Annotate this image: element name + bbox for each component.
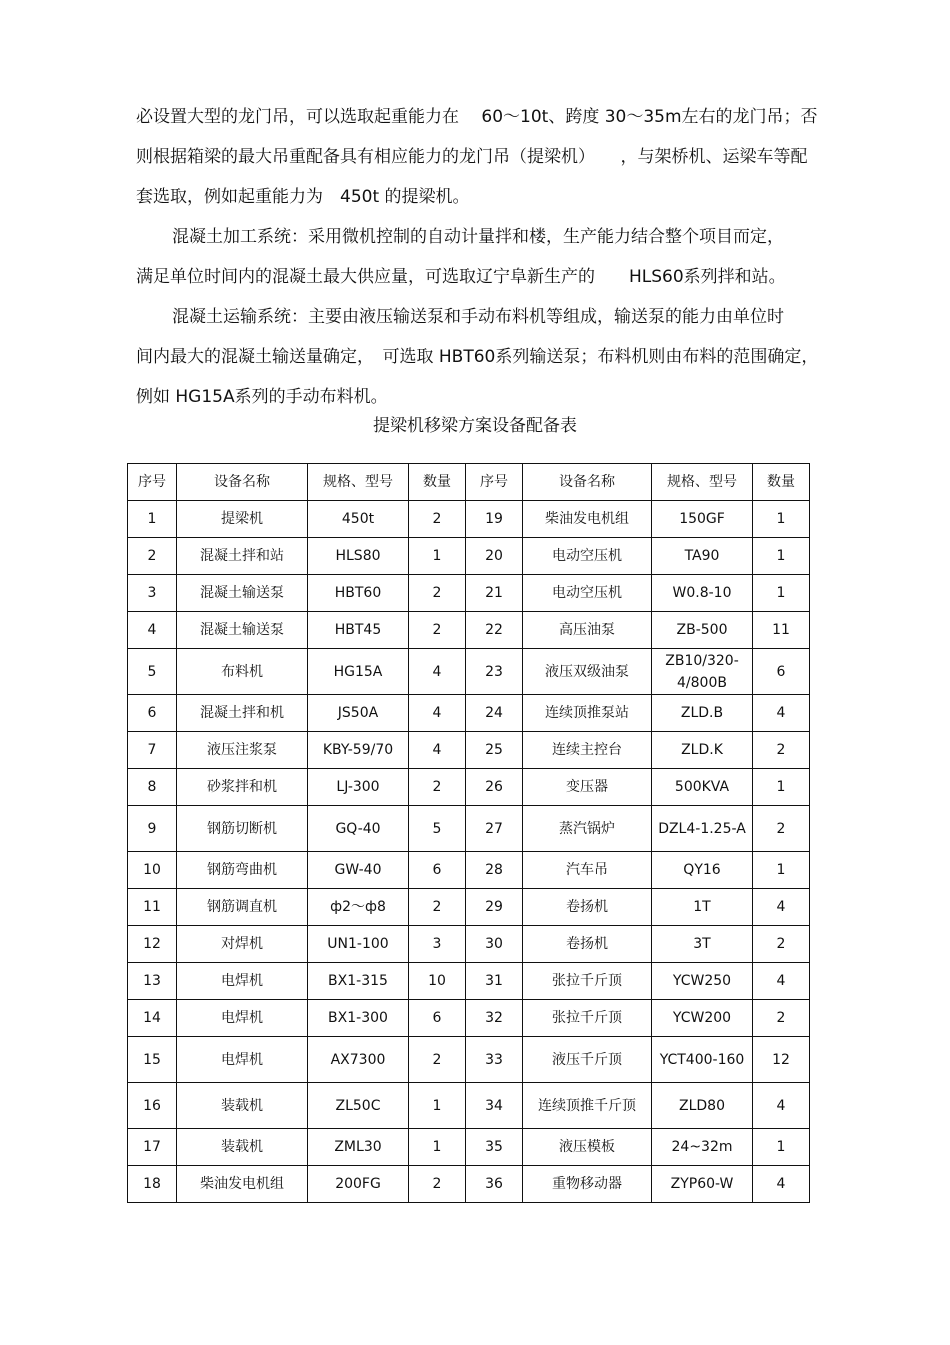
cell-spec-model: HBT45 bbox=[308, 612, 409, 649]
header-quantity: 数量 bbox=[409, 464, 466, 501]
cell-quantity: 2 bbox=[753, 806, 810, 852]
cell-spec-model: GQ-40 bbox=[308, 806, 409, 852]
cell-spec-model: 450t bbox=[308, 501, 409, 538]
cell-equipment-name: 张拉千斤顶 bbox=[523, 963, 652, 1000]
table-row bbox=[128, 575, 810, 612]
cell-quantity: 2 bbox=[409, 1037, 466, 1083]
table-row bbox=[128, 852, 810, 889]
cell-quantity: 1 bbox=[753, 501, 810, 538]
cell-index: 23 bbox=[466, 649, 523, 695]
cell-spec-model: UN1-100 bbox=[308, 926, 409, 963]
header-index: 序号 bbox=[466, 464, 523, 501]
cell-index: 27 bbox=[466, 806, 523, 852]
header-index: 序号 bbox=[128, 464, 177, 501]
cell-spec-model: 150GF bbox=[652, 501, 753, 538]
cell-index: 28 bbox=[466, 852, 523, 889]
text-line bbox=[136, 217, 856, 257]
cell-equipment-name: 液压双级油泵 bbox=[523, 649, 652, 695]
cell-spec-model: LJ-300 bbox=[308, 769, 409, 806]
cell-spec-model: YCW250 bbox=[652, 963, 753, 1000]
cell-spec-model: AX7300 bbox=[308, 1037, 409, 1083]
cell-index: 15 bbox=[128, 1037, 177, 1083]
cell-index: 18 bbox=[128, 1166, 177, 1203]
cell-quantity: 1 bbox=[753, 852, 810, 889]
cell-spec-model: YCW200 bbox=[652, 1000, 753, 1037]
cell-equipment-name: 汽车吊 bbox=[523, 852, 652, 889]
cell-spec-model: DZL4-1.25-A bbox=[652, 806, 753, 852]
cell-quantity: 2 bbox=[753, 732, 810, 769]
table-body bbox=[128, 501, 810, 1203]
cell-index: 11 bbox=[128, 889, 177, 926]
cell-spec-model: W0.8-10 bbox=[652, 575, 753, 612]
cell-quantity: 5 bbox=[409, 806, 466, 852]
cell-index: 3 bbox=[128, 575, 177, 612]
cell-equipment-name: 连续主控台 bbox=[523, 732, 652, 769]
cell-index: 34 bbox=[466, 1083, 523, 1129]
cell-spec-model: 500KVA bbox=[652, 769, 753, 806]
cell-equipment-name: 钢筋切断机 bbox=[177, 806, 308, 852]
table-row bbox=[128, 1129, 810, 1166]
table-row bbox=[128, 926, 810, 963]
cell-equipment-name: 柴油发电机组 bbox=[177, 1166, 308, 1203]
table-row bbox=[128, 769, 810, 806]
cell-equipment-name: 液压注浆泵 bbox=[177, 732, 308, 769]
cell-index: 14 bbox=[128, 1000, 177, 1037]
cell-equipment-name: 装载机 bbox=[177, 1129, 308, 1166]
cell-equipment-name: 砂浆拌和机 bbox=[177, 769, 308, 806]
cell-quantity: 6 bbox=[409, 852, 466, 889]
cell-equipment-name: 液压模板 bbox=[523, 1129, 652, 1166]
cell-index: 13 bbox=[128, 963, 177, 1000]
cell-index: 7 bbox=[128, 732, 177, 769]
cell-quantity: 4 bbox=[753, 1166, 810, 1203]
cell-spec-model: BX1-315 bbox=[308, 963, 409, 1000]
text-line-content: 混凝土运输系统：主要由液压输送泵和手动布料机等组成，输送泵的能力由单位时 bbox=[172, 307, 784, 327]
cell-spec-model: 1T bbox=[652, 889, 753, 926]
cell-spec-model: YCT400-160 bbox=[652, 1037, 753, 1083]
header-equipment-name: 设备名称 bbox=[177, 464, 308, 501]
cell-quantity: 2 bbox=[409, 501, 466, 538]
header-spec-model: 规格、型号 bbox=[652, 464, 753, 501]
text-line: 套选取，例如起重能力为 450t 的提梁机。 bbox=[136, 187, 470, 207]
cell-quantity: 4 bbox=[409, 732, 466, 769]
cell-quantity: 1 bbox=[409, 1083, 466, 1129]
cell-equipment-name: 连续顶推千斤顶 bbox=[523, 1083, 652, 1129]
cell-index: 6 bbox=[128, 695, 177, 732]
table-header-row bbox=[128, 464, 810, 501]
text-line-content: 混凝土加工系统：采用微机控制的自动计量拌和楼，生产能力结合整个项目而定， bbox=[172, 227, 784, 247]
cell-equipment-name: 变压器 bbox=[523, 769, 652, 806]
table-row bbox=[128, 732, 810, 769]
cell-equipment-name: 钢筋调直机 bbox=[177, 889, 308, 926]
cell-index: 17 bbox=[128, 1129, 177, 1166]
cell-quantity: 1 bbox=[753, 575, 810, 612]
cell-index: 10 bbox=[128, 852, 177, 889]
cell-spec-model: ф2～ф8 bbox=[308, 889, 409, 926]
cell-equipment-name: 重物移动器 bbox=[523, 1166, 652, 1203]
cell-quantity: 4 bbox=[753, 889, 810, 926]
cell-quantity: 1 bbox=[409, 1129, 466, 1166]
cell-quantity: 1 bbox=[753, 538, 810, 575]
cell-quantity: 4 bbox=[753, 963, 810, 1000]
cell-spec-model: KBY-59/70 bbox=[308, 732, 409, 769]
table-row bbox=[128, 649, 810, 695]
cell-quantity: 4 bbox=[409, 695, 466, 732]
cell-quantity: 12 bbox=[753, 1037, 810, 1083]
text-line: 满足单位时间内的混凝土最大供应量，可选取辽宁阜新生产的 HLS60系列拌和站。 bbox=[136, 267, 786, 287]
cell-index: 22 bbox=[466, 612, 523, 649]
cell-index: 5 bbox=[128, 649, 177, 695]
cell-spec-model: TA90 bbox=[652, 538, 753, 575]
table-row bbox=[128, 612, 810, 649]
text-line: 必设置大型的龙门吊，可以选取起重能力在 60～10t、跨度 30～35m左右的龙门吊；否 bbox=[136, 107, 818, 127]
cell-equipment-name: 蒸汽锅炉 bbox=[523, 806, 652, 852]
cell-equipment-name: 卷扬机 bbox=[523, 889, 652, 926]
cell-quantity: 2 bbox=[753, 926, 810, 963]
header-quantity: 数量 bbox=[753, 464, 810, 501]
cell-spec-model: GW-40 bbox=[308, 852, 409, 889]
cell-spec-model: ZL50C bbox=[308, 1083, 409, 1129]
cell-equipment-name: 电焊机 bbox=[177, 963, 308, 1000]
table-row bbox=[128, 1166, 810, 1203]
table-row bbox=[128, 538, 810, 575]
cell-quantity: 6 bbox=[753, 649, 810, 695]
header-spec-model: 规格、型号 bbox=[308, 464, 409, 501]
cell-quantity: 1 bbox=[753, 769, 810, 806]
cell-quantity: 2 bbox=[409, 575, 466, 612]
paragraph-gantry-crane bbox=[136, 97, 856, 217]
table-row bbox=[128, 963, 810, 1000]
cell-equipment-name: 布料机 bbox=[177, 649, 308, 695]
text-line: 则根据箱梁的最大吊重配备具有相应能力的龙门吊（提梁机） ，与架桥机、运梁车等配 bbox=[136, 147, 808, 167]
paragraph-concrete-transport bbox=[136, 297, 856, 417]
header-equipment-name: 设备名称 bbox=[523, 464, 652, 501]
cell-spec-model: ZB-500 bbox=[652, 612, 753, 649]
cell-spec-model: HG15A bbox=[308, 649, 409, 695]
paragraph-concrete-processing bbox=[136, 217, 856, 297]
cell-spec-model: ZLD.B bbox=[652, 695, 753, 732]
cell-equipment-name: 卷扬机 bbox=[523, 926, 652, 963]
cell-spec-model: ZYP60-W bbox=[652, 1166, 753, 1203]
cell-quantity: 3 bbox=[409, 926, 466, 963]
table-title: 提梁机移梁方案设备配备表 bbox=[373, 416, 577, 436]
cell-equipment-name: 钢筋弯曲机 bbox=[177, 852, 308, 889]
cell-index: 32 bbox=[466, 1000, 523, 1037]
cell-equipment-name: 混凝土拌和机 bbox=[177, 695, 308, 732]
cell-index: 16 bbox=[128, 1083, 177, 1129]
equipment-table bbox=[127, 463, 810, 1203]
cell-equipment-name: 装载机 bbox=[177, 1083, 308, 1129]
cell-spec-model: HLS80 bbox=[308, 538, 409, 575]
cell-spec-model: 200FG bbox=[308, 1166, 409, 1203]
cell-quantity: 2 bbox=[409, 889, 466, 926]
cell-equipment-name: 混凝土输送泵 bbox=[177, 575, 308, 612]
cell-quantity: 10 bbox=[409, 963, 466, 1000]
cell-equipment-name: 柴油发电机组 bbox=[523, 501, 652, 538]
cell-index: 9 bbox=[128, 806, 177, 852]
cell-quantity: 11 bbox=[753, 612, 810, 649]
cell-quantity: 4 bbox=[753, 695, 810, 732]
cell-spec-model: 3T bbox=[652, 926, 753, 963]
cell-equipment-name: 电焊机 bbox=[177, 1000, 308, 1037]
cell-index: 36 bbox=[466, 1166, 523, 1203]
cell-index: 24 bbox=[466, 695, 523, 732]
cell-quantity: 4 bbox=[753, 1083, 810, 1129]
cell-index: 2 bbox=[128, 538, 177, 575]
cell-index: 12 bbox=[128, 926, 177, 963]
cell-index: 1 bbox=[128, 501, 177, 538]
cell-quantity: 1 bbox=[753, 1129, 810, 1166]
cell-spec-model: JS50A bbox=[308, 695, 409, 732]
cell-spec-model: ZLD80 bbox=[652, 1083, 753, 1129]
cell-index: 35 bbox=[466, 1129, 523, 1166]
table-row bbox=[128, 501, 810, 538]
cell-spec-model: ZLD.K bbox=[652, 732, 753, 769]
cell-index: 25 bbox=[466, 732, 523, 769]
cell-equipment-name: 高压油泵 bbox=[523, 612, 652, 649]
cell-spec-model: BX1-300 bbox=[308, 1000, 409, 1037]
cell-index: 29 bbox=[466, 889, 523, 926]
cell-quantity: 4 bbox=[409, 649, 466, 695]
table-row bbox=[128, 1083, 810, 1129]
cell-spec-model: QY16 bbox=[652, 852, 753, 889]
cell-equipment-name: 电动空压机 bbox=[523, 538, 652, 575]
text-line: 间内最大的混凝土输送量确定， 可选取 HBT60系列输送泵；布料机则由布料的范围确定， bbox=[136, 347, 819, 367]
cell-index: 21 bbox=[466, 575, 523, 612]
cell-index: 31 bbox=[466, 963, 523, 1000]
cell-quantity: 2 bbox=[753, 1000, 810, 1037]
cell-quantity: 6 bbox=[409, 1000, 466, 1037]
cell-quantity: 2 bbox=[409, 769, 466, 806]
cell-spec-model: 24~32m bbox=[652, 1129, 753, 1166]
cell-quantity: 2 bbox=[409, 1166, 466, 1203]
cell-equipment-name: 电动空压机 bbox=[523, 575, 652, 612]
cell-equipment-name: 对焊机 bbox=[177, 926, 308, 963]
cell-quantity: 1 bbox=[409, 538, 466, 575]
table-row bbox=[128, 806, 810, 852]
table-row bbox=[128, 1037, 810, 1083]
cell-index: 8 bbox=[128, 769, 177, 806]
cell-spec-model: HBT60 bbox=[308, 575, 409, 612]
cell-spec-model: ZB10/320-4/800B bbox=[652, 649, 753, 695]
cell-equipment-name: 连续顶推泵站 bbox=[523, 695, 652, 732]
cell-index: 4 bbox=[128, 612, 177, 649]
table-row bbox=[128, 695, 810, 732]
cell-index: 20 bbox=[466, 538, 523, 575]
cell-equipment-name: 液压千斤顶 bbox=[523, 1037, 652, 1083]
cell-equipment-name: 张拉千斤顶 bbox=[523, 1000, 652, 1037]
table-row bbox=[128, 1000, 810, 1037]
cell-equipment-name: 混凝土拌和站 bbox=[177, 538, 308, 575]
cell-spec-model: ZML30 bbox=[308, 1129, 409, 1166]
text-line bbox=[136, 297, 856, 337]
cell-index: 19 bbox=[466, 501, 523, 538]
cell-equipment-name: 提梁机 bbox=[177, 501, 308, 538]
cell-equipment-name: 电焊机 bbox=[177, 1037, 308, 1083]
cell-index: 33 bbox=[466, 1037, 523, 1083]
cell-index: 26 bbox=[466, 769, 523, 806]
cell-index: 30 bbox=[466, 926, 523, 963]
text-line: 例如 HG15A系列的手动布料机。 bbox=[136, 387, 388, 407]
table-row bbox=[128, 889, 810, 926]
cell-quantity: 2 bbox=[409, 612, 466, 649]
cell-equipment-name: 混凝土输送泵 bbox=[177, 612, 308, 649]
